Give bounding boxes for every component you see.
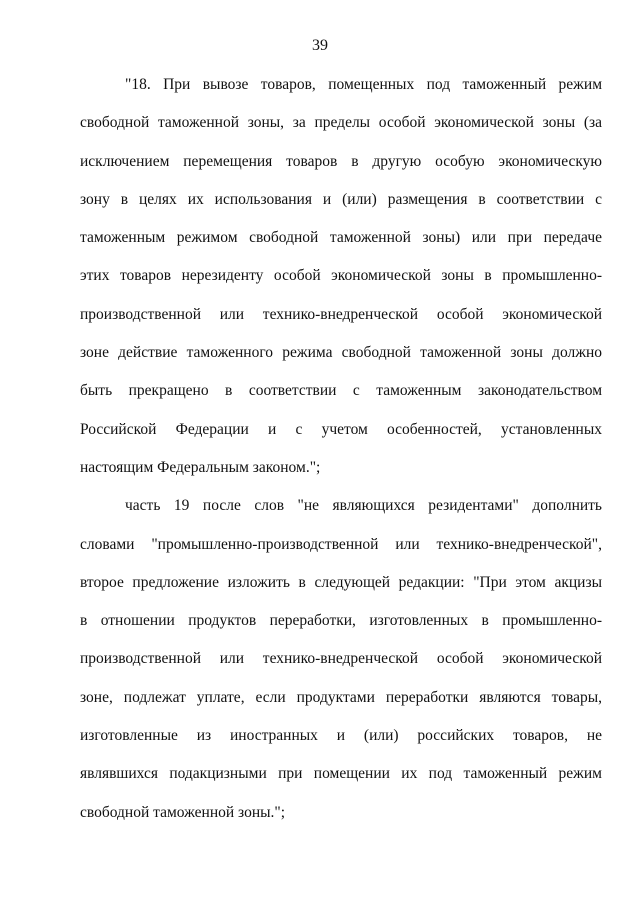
text-line: свободной таможенной зоны."; (80, 803, 286, 821)
text-line: изготовленные из иностранных и (или) российских товаров, не (80, 727, 602, 745)
text-line: производственной или технико-внедренческой особой экономической (80, 305, 602, 323)
text-line: зоне, подлежат уплате, если продуктами переработки являются товары, (80, 688, 602, 706)
text-line: быть прекращено в соответствии с таможенным законодательством (80, 382, 602, 400)
text-line: этих товаров нерезиденту особой экономической зоны в промышленно- (80, 267, 602, 285)
text-line: в отношении продуктов переработки, изготовленных в промышленно- (80, 612, 602, 630)
text-line: настоящим Федеральным законом."; (80, 458, 321, 476)
text-line: второе предложение изложить в следующей редакции: "При этом акцизы (80, 573, 602, 591)
paragraph-part-19 (80, 495, 602, 840)
paragraph-item-18 (80, 74, 602, 495)
text-line: являвшихся подакцизными при помещении их под таможенный режим (80, 765, 602, 783)
document-body (80, 74, 602, 840)
text-line: исключением перемещения товаров в другую особую экономическую (80, 152, 602, 170)
text-line: зону в целях их использования и (или) размещения в соответствии с (80, 190, 602, 208)
text-line: таможенным режимом свободной таможенной зоны) или при передаче (80, 229, 602, 247)
page-number: 39 (312, 37, 328, 54)
text-line: производственной или технико-внедренческой особой экономической (80, 650, 602, 668)
text-line: "18. При вывозе товаров, помещенных под таможенный режим (125, 76, 602, 93)
text-line: зоне действие таможенного режима свободной таможенной зоны должно (80, 344, 602, 362)
text-line: словами "промышленно-производственной или технико-внедренческой", (80, 535, 602, 553)
text-line: свободной таможенной зоны, за пределы особой экономической зоны (за (80, 114, 602, 132)
text-line: часть 19 после слов "не являющихся резидентами" дополнить (125, 497, 602, 515)
text-line: Российской Федерации и с учетом особенностей, установленных (80, 420, 602, 438)
